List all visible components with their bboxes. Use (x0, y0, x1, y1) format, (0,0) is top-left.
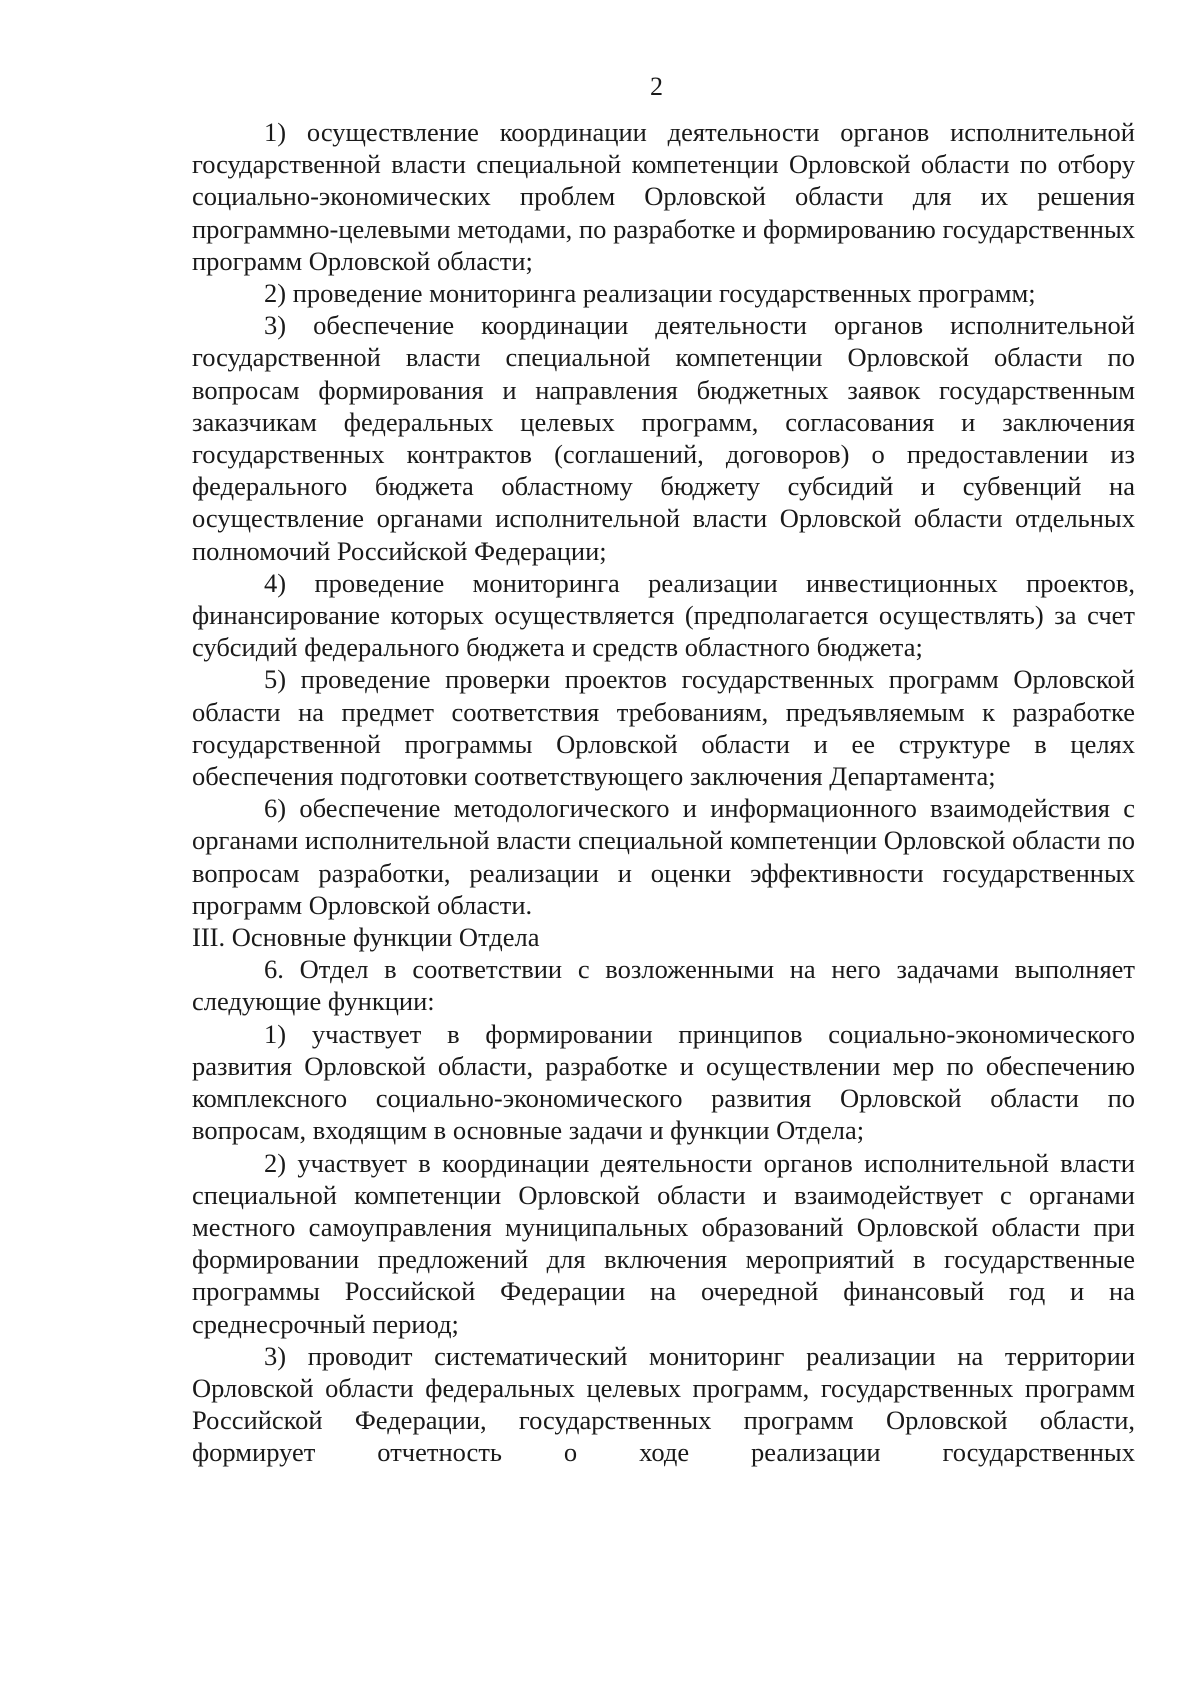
paragraph-task-5: 5) проведение проверки проектов государственных программ Орловской области на предмет соответствия требованиям, предъявляемым к разработке государственной программы Орловской области и ее структуре в целях обеспечения подготовки соответствующего заключения Департамента; (192, 664, 1135, 792)
paragraph-task-2: 2) проведение мониторинга реализации государственных программ; (264, 278, 1036, 309)
paragraph-task-6: 6) обеспечение методологического и информационного взаимодействия с органами исполнительной власти специальной компетенции Орловской области по вопросам разработки, реализации и оценки эффективности государственных программ Орловской области. (192, 793, 1135, 920)
paragraph-task-3: 3) обеспечение координации деятельности органов исполнительной государственной власти специальной компетенции Орловской области по вопросам формирования и направления бюджетных заявок государственным заказчикам федеральных целевых программ, согласования и заключения государственных контрактов (соглашений, договоров) о предоставлении из федерального бюджета областному бюджету субсидий и субвенций на осуществление органами исполнительной власти Орловской области отдельных полномочий Российской Федерации; (192, 310, 1135, 566)
section-heading: III. Основные функции Отдела (192, 922, 540, 953)
document-body (192, 116, 1135, 1469)
paragraph-function-3: 3) проводит систематический мониторинг реализации на территории Орловской области федеральных целевых программ, государственных программ Российской Федерации, государственных программ Орловской области, формирует отчетность о ходе реализации государственных (192, 1340, 1135, 1468)
paragraph-task-1: 1) осуществление координации деятельности органов исполнительной государственной власти специальной компетенции Орловской области по отбору социально-экономических проблем Орловской области для их решения программно-целевыми методами, по разработке и формированию государственных программ Орловской области; (192, 117, 1135, 276)
paragraph-functions-intro: 6. Отдел в соответствии с возложенными на него задачами выполняет следующие функции: (192, 954, 1135, 1017)
page-number: 2 (650, 72, 663, 101)
paragraph-task-4: 4) проведение мониторинга реализации инвестиционных проектов, финансирование которых осуществляется (предполагается осуществлять) за счет субсидий федерального бюджета и средств областного бюджета; (192, 567, 1135, 663)
paragraph-function-2: 2) участвует в координации деятельности органов исполнительной власти специальной компетенции Орловской области и взаимодействует с органами местного самоуправления муниципальных образований Орловской области при формировании предложений для включения мероприятий в государственные программы Российской Федерации на очередной финансовый год и на среднесрочный период; (192, 1147, 1135, 1339)
paragraph-function-1: 1) участвует в формировании принципов социально-экономического развития Орловской области, разработке и осуществлении мер по обеспечению комплексного социально-экономического развития Орловской области по вопросам, входящим в основные задачи и функции Отдела; (192, 1018, 1135, 1146)
